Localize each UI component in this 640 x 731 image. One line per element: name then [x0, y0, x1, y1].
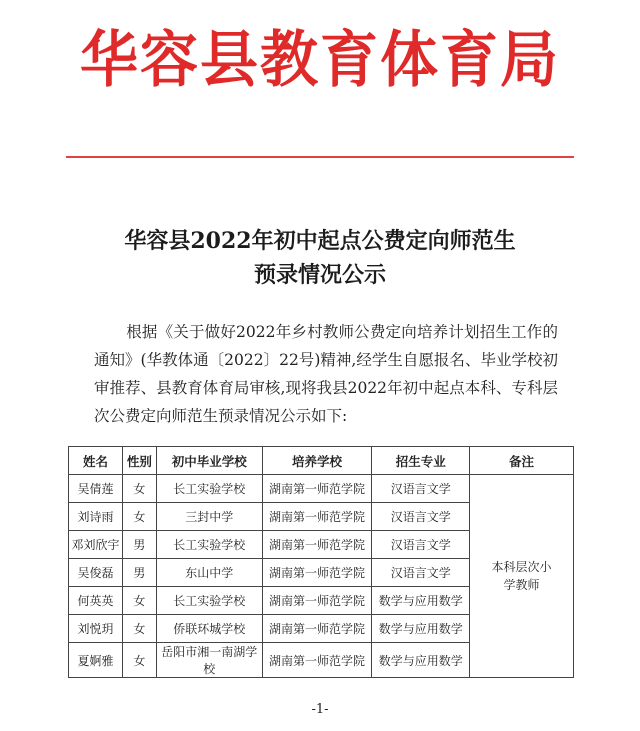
letterhead: 华容县教育体育局 — [79, 23, 560, 95]
body-text: 根据《关于做好2022年乡村教师公费定向培养计划招生工作的通知》(华教体通〔2022〕22号)精神,经学生自愿报名、毕业学校初审推荐、县教育体育局审核,现将我县2022年初中起点本科、专科层次公费定向师范生预录情况公示如下: — [94, 323, 558, 425]
document-title-line1: 华容县2022年初中起点公费定向师范生 — [124, 228, 516, 254]
cell-major: 数学与应用数学 — [372, 587, 470, 615]
cell-major: 数学与应用数学 — [372, 643, 470, 678]
body-paragraph — [94, 318, 558, 430]
header-major: 招生专业 — [372, 447, 470, 475]
cell-name: 吴俊磊 — [69, 559, 123, 587]
cell-gender: 女 — [122, 503, 156, 531]
cell-name: 吴倩莲 — [69, 475, 123, 503]
table-row — [69, 475, 574, 503]
cell-name: 夏婀雅 — [69, 643, 123, 678]
cell-training-school: 湖南第一师范学院 — [262, 503, 372, 531]
cell-note — [470, 475, 574, 678]
cell-middle-school: 长工实验学校 — [156, 531, 262, 559]
cell-major: 汉语言文学 — [372, 503, 470, 531]
cell-gender: 男 — [122, 531, 156, 559]
cell-name: 刘悦玥 — [69, 615, 123, 643]
cell-middle-school: 岳阳市湘一南湖学校 — [156, 643, 262, 678]
cell-training-school: 湖南第一师范学院 — [262, 587, 372, 615]
header-gender: 性别 — [122, 447, 156, 475]
cell-middle-school: 长工实验学校 — [156, 587, 262, 615]
cell-training-school: 湖南第一师范学院 — [262, 531, 372, 559]
header-name: 姓名 — [69, 447, 123, 475]
header-note: 备注 — [470, 447, 574, 475]
cell-middle-school: 三封中学 — [156, 503, 262, 531]
cell-middle-school: 侨联环城学校 — [156, 615, 262, 643]
document-title-line2: 预录情况公示 — [253, 262, 386, 288]
cell-training-school: 湖南第一师范学院 — [262, 615, 372, 643]
cell-gender: 女 — [122, 643, 156, 678]
cell-major: 汉语言文学 — [372, 531, 470, 559]
cell-name: 何英英 — [69, 587, 123, 615]
cell-middle-school: 东山中学 — [156, 559, 262, 587]
page-number: -1- — [311, 702, 329, 717]
header-middle-school: 初中毕业学校 — [156, 447, 262, 475]
cell-gender: 女 — [122, 475, 156, 503]
red-divider — [66, 156, 574, 158]
cell-training-school: 湖南第一师范学院 — [262, 475, 372, 503]
table-header-row — [69, 447, 574, 475]
header-training-school: 培养学校 — [262, 447, 372, 475]
cell-name: 刘诗雨 — [69, 503, 123, 531]
cell-gender: 男 — [122, 559, 156, 587]
cell-name: 邓刘欣宇 — [69, 531, 123, 559]
cell-training-school: 湖南第一师范学院 — [262, 559, 372, 587]
cell-major: 数学与应用数学 — [372, 615, 470, 643]
note-text: 本科层次小学教师 — [491, 560, 552, 592]
cell-major: 汉语言文学 — [372, 475, 470, 503]
cell-major: 汉语言文学 — [372, 559, 470, 587]
admission-table — [68, 446, 574, 678]
cell-gender: 女 — [122, 587, 156, 615]
cell-training-school: 湖南第一师范学院 — [262, 643, 372, 678]
cell-gender: 女 — [122, 615, 156, 643]
cell-middle-school: 长工实验学校 — [156, 475, 262, 503]
